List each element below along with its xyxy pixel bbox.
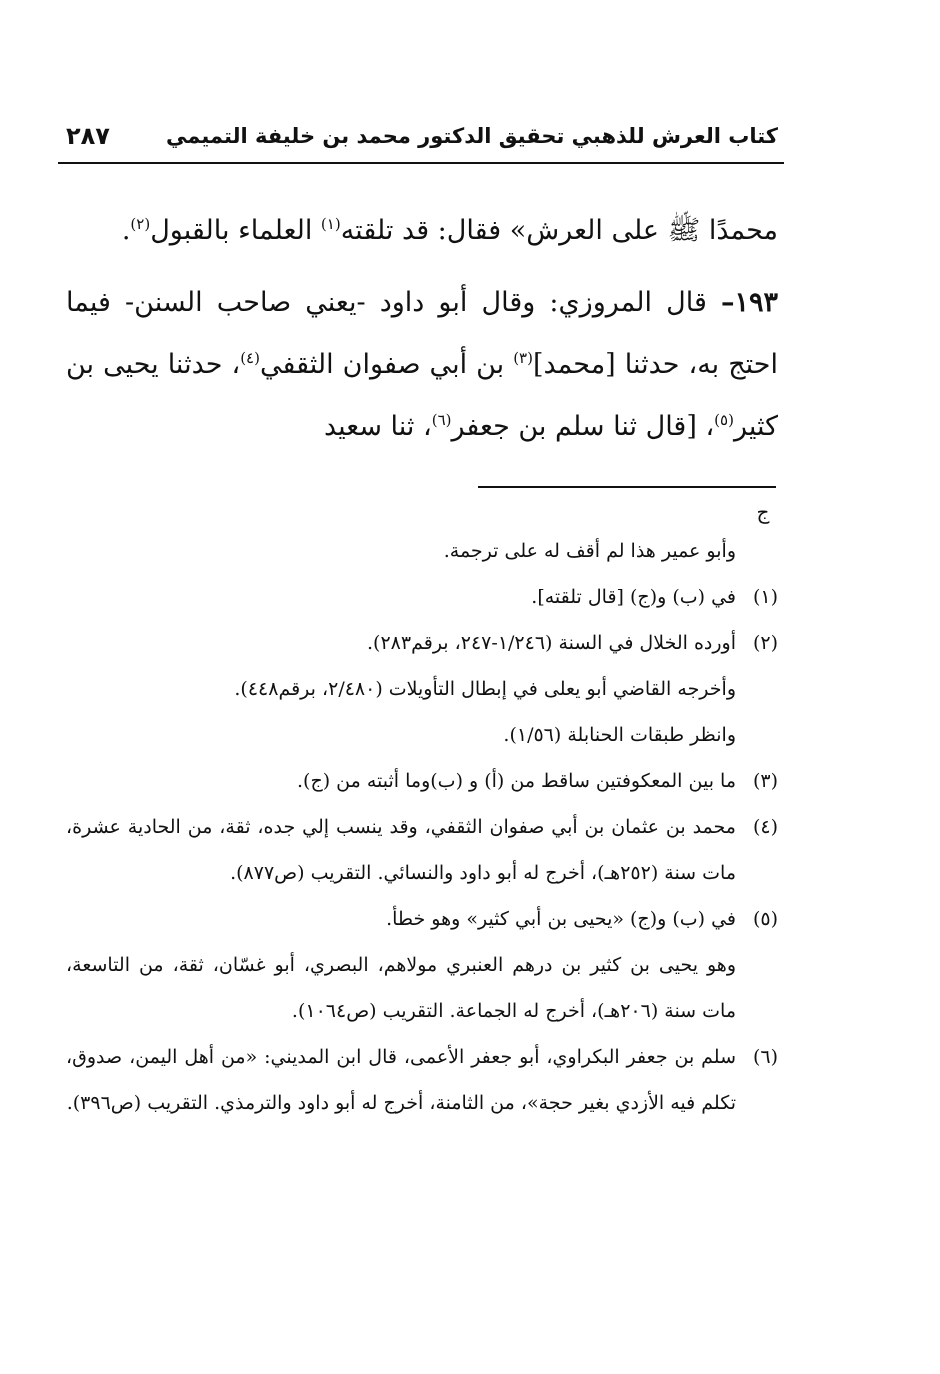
paragraph-193 bbox=[66, 272, 778, 458]
footnote-item bbox=[66, 1034, 778, 1126]
footnote-number: (٣) bbox=[752, 770, 778, 792]
footnote-ref-6[interactable]: (٦) bbox=[431, 411, 452, 429]
text-run: ، حدثنا يحيى بن كثير bbox=[66, 349, 778, 442]
footnote-ref-5[interactable]: (٥) bbox=[714, 411, 734, 429]
footnote-text: وانظر طبقات الحنابلة (١/٥٦). bbox=[503, 724, 736, 746]
footnote-number: (١) bbox=[752, 586, 778, 608]
footnote-number: (٢) bbox=[752, 632, 778, 654]
footnote-text: ما بين المعكوفتين ساقط من (أ) و (ب)وما أثبته من (ج). bbox=[297, 770, 736, 792]
main-text bbox=[66, 200, 778, 458]
running-title: كتاب العرش للذهبي تحقيق الدكتور محمد بن خليفة التميمي bbox=[166, 124, 778, 148]
hadith-number: ١٩٣– bbox=[720, 287, 778, 318]
footnote-item bbox=[66, 574, 778, 620]
footnote-text: وأبو عمير هذا لم أقف له على ترجمة. bbox=[443, 540, 736, 562]
footnote-text: أورده الخلال في السنة (١/٢٤٦-٢٤٧، برقم٢٨٣). bbox=[367, 632, 736, 654]
footnote-item bbox=[66, 666, 778, 712]
footnote-item bbox=[66, 896, 778, 942]
paragraph-continuation bbox=[66, 200, 778, 262]
footnote-continuation-mark: ج bbox=[756, 500, 770, 524]
footnote-text: سلم بن جعفر البكراوي، أبو جعفر الأعمى، قال ابن المديني: «من أهل اليمن، صدوق، تكلم فيه الأزدي بغير حجة»، من الثامنة، أخرج له أبو داود والترمذي. التقريب (ص٣٩٦). bbox=[66, 1046, 736, 1114]
footnote-rule bbox=[478, 486, 776, 488]
footnote-ref-2[interactable]: (٢) bbox=[130, 215, 151, 233]
footnote-item bbox=[66, 712, 778, 758]
footnote-number: (٤) bbox=[752, 816, 778, 838]
text-run: قال المروزي: وقال أبو داود -يعني صاحب السنن- فيما احتج به، حدثنا [محمد] bbox=[66, 287, 778, 380]
footnote-text: محمد بن عثمان بن أبي صفوان الثقفي، وقد ينسب إلي جده، ثقة، من الحادية عشرة، مات سنة (٢٥٢هـ)، أخرج له أبو داود والنسائي. التقريب (ص٨٧٧). bbox=[66, 816, 736, 884]
text-run: العلماء بالقبول bbox=[150, 215, 321, 246]
footnote-item bbox=[66, 758, 778, 804]
footnote-item bbox=[66, 620, 778, 666]
footnote-text: في (ب) و(ج) [قال تلقته]. bbox=[531, 586, 736, 608]
text-run: ، [قال ثنا سلم بن جعفر bbox=[451, 411, 715, 442]
footnote-text: وهو يحيى بن كثير بن درهم العنبري مولاهم، البصري، أبو غسّان، ثقة، من التاسعة، مات سنة (٢٠٦هـ)، أخرج له الجماعة. التقريب (ص١٠٦٤). bbox=[66, 954, 736, 1022]
footnote-text: وأخرجه القاضي أبو يعلى في إبطال التأويلات (٢/٤٨٠، برقم٤٤٨). bbox=[234, 678, 736, 700]
footnote-ref-4[interactable]: (٤) bbox=[240, 349, 260, 367]
footnote-item bbox=[66, 804, 778, 896]
header-rule bbox=[58, 162, 784, 164]
footnote-item bbox=[66, 942, 778, 1034]
text-run: بن أبي صفوان الثقفي bbox=[259, 349, 514, 380]
running-header bbox=[66, 118, 778, 158]
footnote-number: (٦) bbox=[752, 1046, 778, 1068]
text-run: ، ثنا سعيد bbox=[323, 411, 432, 442]
footnote-text: في (ب) و(ج) «يحيى بن أبي كثير» وهو خطأ. bbox=[386, 908, 736, 930]
text-run: . bbox=[121, 215, 131, 246]
page-number: ٢٨٧ bbox=[66, 122, 110, 150]
footnote-item bbox=[66, 528, 778, 574]
footnote-ref-1[interactable]: (١) bbox=[320, 215, 341, 233]
footnote-number: (٥) bbox=[752, 908, 778, 930]
text-run: محمدًا ﷺ على العرش» فقال: قد تلقته bbox=[340, 215, 778, 246]
footnote-ref-3[interactable]: (٣) bbox=[513, 349, 533, 367]
footnotes bbox=[66, 528, 778, 1126]
